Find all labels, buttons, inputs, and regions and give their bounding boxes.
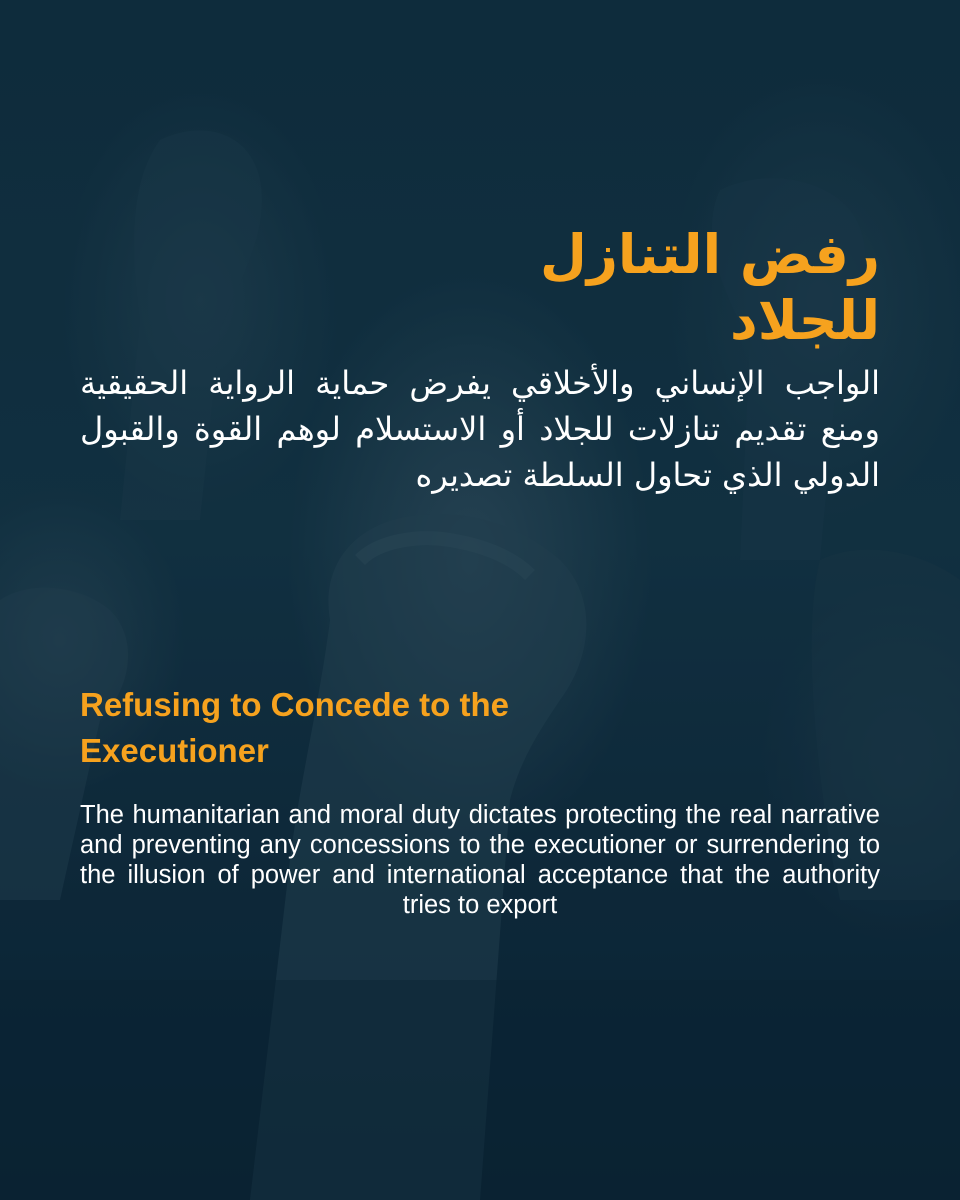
english-section — [80, 682, 880, 920]
arabic-section — [80, 222, 880, 498]
english-title: Refusing to Concede to the Executioner — [80, 686, 509, 769]
arabic-title: رفض التنازل للجلاد — [539, 223, 880, 352]
arabic-body: الواجب الإنساني والأخلاقي يفرض حماية الرواية الحقيقية ومنع تقديم تنازلات للجلاد أو الاستسلام لوهم القوة والقبول الدولي الذي تحاول السلطة تصديره — [80, 364, 880, 494]
english-body: The humanitarian and moral duty dictates protecting the real narrative and preventing any concessions to the executioner or surrendering to the illusion of power and international acceptance that the authority tries to export — [80, 801, 880, 919]
